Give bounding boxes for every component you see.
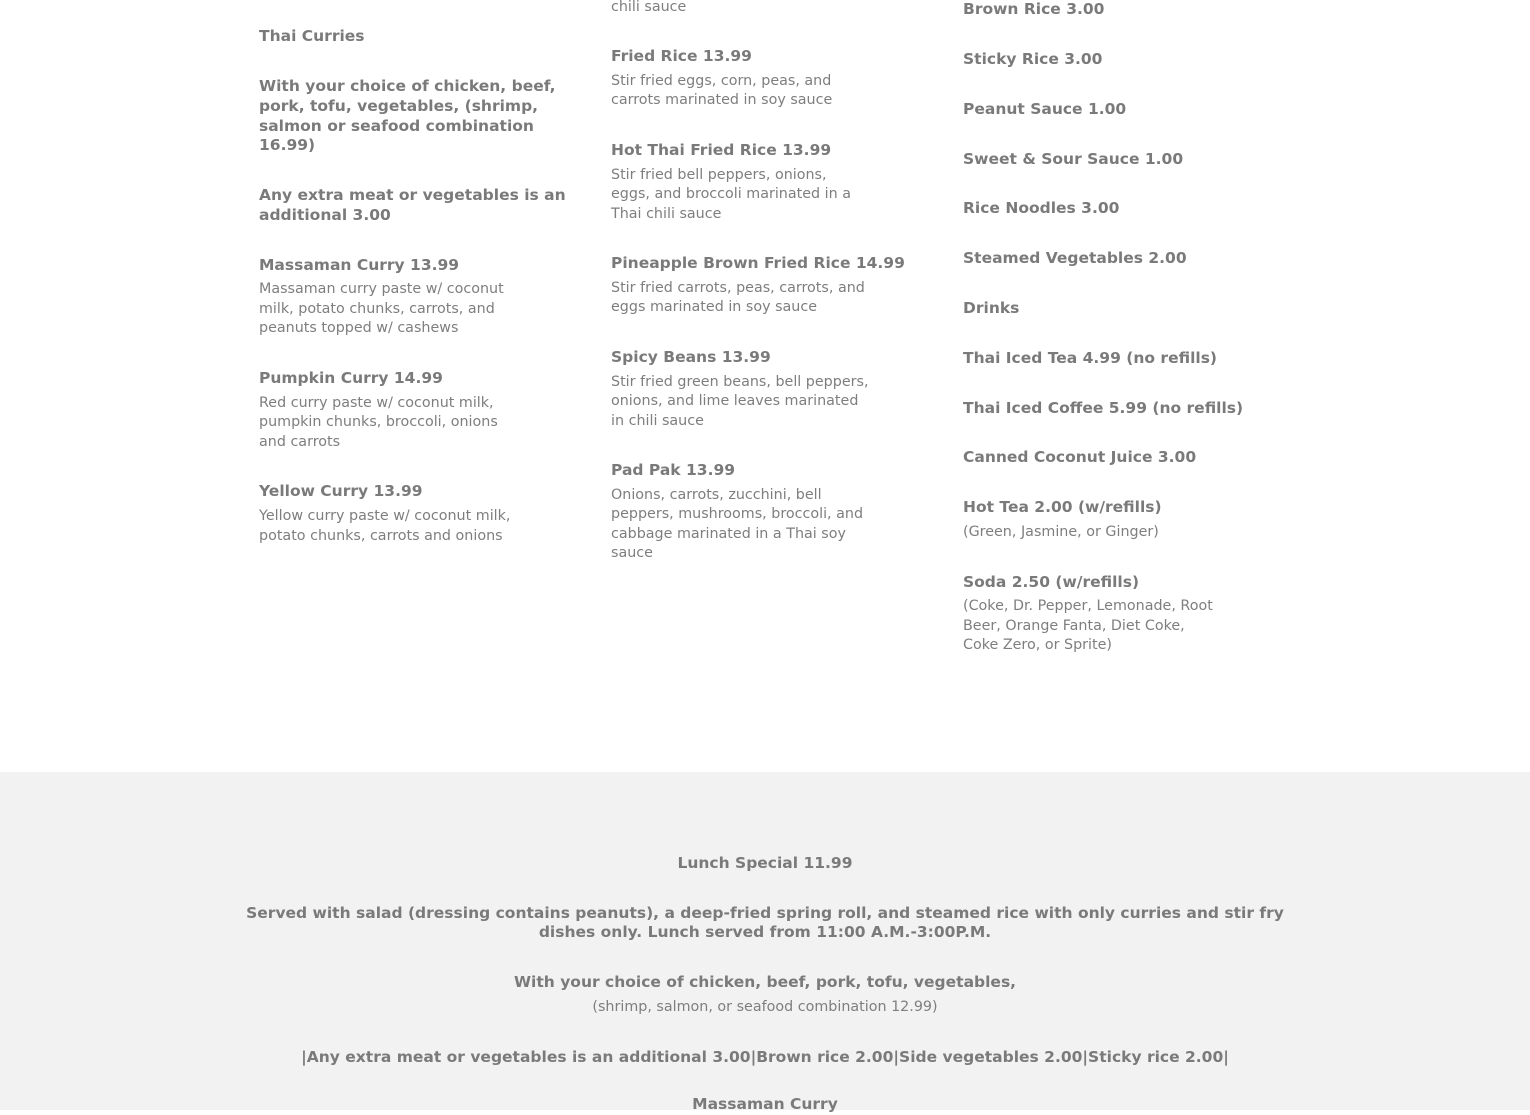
menu-item-desc: and carrots [259, 434, 341, 450]
menu-item-desc: chili sauce [611, 0, 687, 15]
menu-item-desc: potato chunks, carrots and onions [259, 528, 503, 544]
drink-item-desc: Beer, Orange Fanta, Diet Coke, [963, 618, 1185, 634]
menu-item-desc: Stir fried green beans, bell peppers, [611, 374, 869, 390]
curry-choice-line: salmon or seafood combination [259, 117, 534, 135]
menu-item-title: Pineapple Brown Fried Rice 14.99 [611, 254, 905, 272]
lunch-item-title: Massaman Curry [692, 1095, 838, 1113]
menu-item-desc: Stir fried eggs, corn, peas, and [611, 73, 832, 89]
side-item: Rice Noodles 3.00 [963, 199, 1120, 217]
curry-choice-line: 16.99) [259, 136, 316, 154]
drink-item: Hot Tea 2.00 (w/refills) [963, 498, 1162, 516]
menu-item-desc: milk, potato chunks, carrots, and [259, 301, 495, 317]
menu-item-desc: eggs, and broccoli marinated in a [611, 186, 851, 202]
side-item: Sticky Rice 3.00 [963, 50, 1103, 68]
lunch-served-line: Served with salad (dressing contains peanuts), a deep-fried spring roll, and steamed rice with only curries and stir fry [246, 904, 1284, 922]
drink-item: Canned Coconut Juice 3.00 [963, 448, 1197, 466]
menu-item-desc: cabbage marinated in a Thai soy [611, 526, 846, 542]
menu-item-desc: Red curry paste w/ coconut milk, [259, 395, 494, 411]
menu-item-title: Yellow Curry 13.99 [259, 482, 423, 500]
menu-item-title: Spicy Beans 13.99 [611, 348, 771, 366]
curry-choice-line: pork, tofu, vegetables, (shrimp, [259, 97, 539, 115]
drink-item-desc: Coke Zero, or Sprite) [963, 637, 1112, 653]
lunch-special-section [0, 772, 1530, 1113]
menu-item-desc: Massaman curry paste w/ coconut [259, 281, 504, 297]
menu-item-desc: Stir fried carrots, peas, carrots, and [611, 280, 865, 296]
menu-item-desc: onions, and lime leaves marinated [611, 393, 859, 409]
menu-item-desc: Yellow curry paste w/ coconut milk, [259, 508, 511, 524]
drink-item: Thai Iced Coffee 5.99 (no refills) [963, 399, 1244, 417]
menu-item-desc: eggs marinated in soy sauce [611, 299, 818, 315]
lunch-served-line: dishes only. Lunch served from 11:00 A.M.-3:00P.M. [538, 923, 992, 941]
lunch-choice-sub: (shrimp, salmon, or seafood combination 12.99) [592, 999, 938, 1015]
drink-item: Soda 2.50 (w/refills) [963, 573, 1140, 591]
menu-item-title: Fried Rice 13.99 [611, 47, 752, 65]
menu-item-desc: pumpkin chunks, broccoli, onions [259, 414, 498, 430]
side-item: Steamed Vegetables 2.00 [963, 249, 1187, 267]
drink-item-desc: (Coke, Dr. Pepper, Lemonade, Root [963, 598, 1213, 614]
section-heading-thai-curries: Thai Curries [259, 27, 365, 45]
menu-item-title: Hot Thai Fried Rice 13.99 [611, 141, 832, 159]
side-item: Brown Rice 3.00 [963, 0, 1105, 18]
menu-item-desc: Onions, carrots, zucchini, bell [611, 487, 822, 503]
drink-item-desc: (Green, Jasmine, or Ginger) [963, 524, 1159, 540]
menu-item-desc: Stir fried bell peppers, onions, [611, 167, 827, 183]
menu-item-desc: Thai chili sauce [611, 206, 722, 222]
menu-item-desc: peanuts topped w/ cashews [259, 320, 459, 336]
section-heading-drinks: Drinks [963, 299, 1020, 317]
lunch-extras-line: |Any extra meat or vegetables is an additional 3.00|Brown rice 2.00|Side vegetables 2.00|Sticky rice 2.00| [301, 1048, 1229, 1066]
side-item: Sweet & Sour Sauce 1.00 [963, 150, 1184, 168]
menu-item-desc: carrots marinated in soy sauce [611, 92, 833, 108]
menu-item-title: Pumpkin Curry 14.99 [259, 369, 443, 387]
menu-item-desc: sauce [611, 545, 653, 561]
lunch-special-title: Lunch Special 11.99 [677, 854, 853, 872]
menu-item-desc: peppers, mushrooms, broccoli, and [611, 506, 864, 522]
menu-item-desc: in chili sauce [611, 413, 704, 429]
lunch-choice-line: With your choice of chicken, beef, pork, tofu, vegetables, [513, 973, 1017, 991]
menu-item-title: Pad Pak 13.99 [611, 461, 736, 479]
drink-item: Thai Iced Tea 4.99 (no refills) [963, 349, 1218, 367]
menu-item-title: Massaman Curry 13.99 [259, 256, 460, 274]
curry-extra-line: Any extra meat or vegetables is an [259, 186, 566, 204]
curry-choice-line: With your choice of chicken, beef, [259, 77, 556, 95]
side-item: Peanut Sauce 1.00 [963, 100, 1127, 118]
curry-extra-line: additional 3.00 [259, 206, 391, 224]
